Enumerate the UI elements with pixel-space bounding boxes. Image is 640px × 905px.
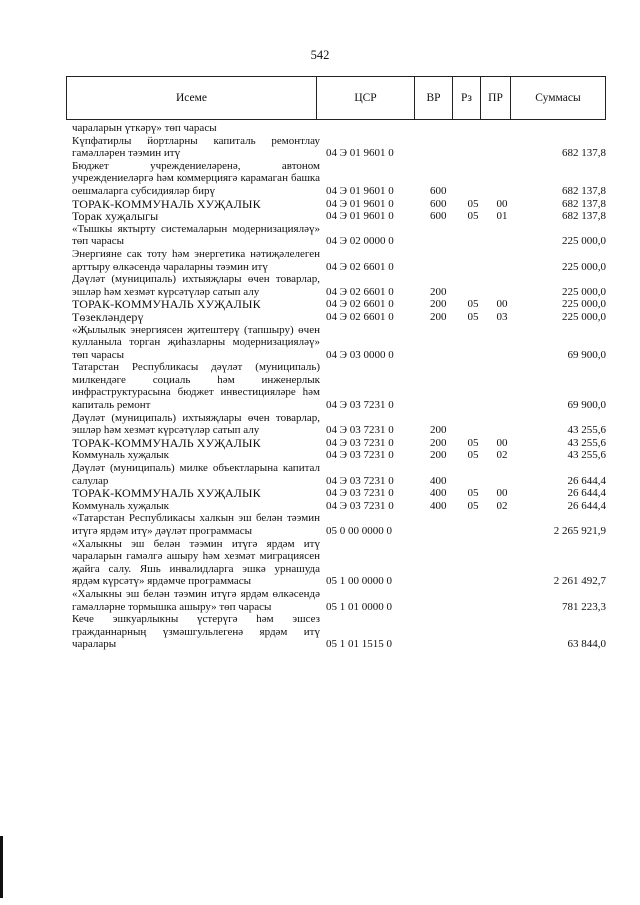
row-amount: 2 261 492,7 (553, 575, 606, 588)
row-pr-code: 00 (496, 436, 508, 449)
row-vr-code: 400 (430, 499, 447, 512)
table-row (72, 122, 606, 135)
row-amount: 682 137,8 (562, 184, 606, 197)
row-amount: 69 900,0 (567, 399, 606, 412)
table-row (72, 160, 606, 198)
table-row (72, 500, 606, 513)
table-body (72, 122, 606, 651)
table-row (72, 462, 606, 487)
row-rz-code: 05 (467, 449, 479, 462)
row-rz-code: 05 (467, 499, 479, 512)
row-vr-code: 200 (430, 449, 447, 462)
row-amount: 26 644,4 (567, 474, 606, 487)
row-rz-code: 05 (467, 298, 479, 311)
row-name: «Тышкы яктырту системаларын модернизацияләү» төп чарасы (72, 222, 320, 248)
scan-edge-mark (0, 836, 3, 898)
row-vr-code: 200 (430, 310, 447, 323)
row-amount: 69 900,0 (567, 348, 606, 361)
row-name: чараларын үткәрү» төп чарасы (72, 122, 217, 134)
row-amount: 26 644,4 (567, 499, 606, 512)
row-csr-code: 04 Э 01 9601 0 (326, 184, 394, 197)
table-row (72, 538, 606, 588)
table-row (72, 311, 606, 324)
table-row (72, 223, 606, 248)
row-vr-code: 200 (430, 436, 447, 449)
row-csr-code: 04 Э 03 7231 0 (326, 436, 394, 449)
row-amount: 781 223,3 (562, 600, 606, 613)
row-csr-code: 04 Э 03 7231 0 (326, 499, 394, 512)
row-name: ТОРАК-КОММУНАЛЬ ХУҖАЛЫК (72, 435, 261, 450)
row-name: Дәүләт (муниципаль) ихтыяҗлары өчен товарлар, эшләр һәм хезмәт күрсәтүләр сатып алу (72, 411, 320, 437)
table-row (72, 361, 606, 411)
row-name: «Халыкны эш белән тәэмин итүгә ярдәм өлкәсендә гамәлләрне тормышка ашыру» төп чарасы (72, 587, 320, 613)
row-amount: 682 137,8 (562, 147, 606, 160)
row-vr-code: 200 (430, 298, 447, 311)
row-vr-code: 400 (430, 487, 447, 500)
row-amount: 225 000,0 (562, 260, 606, 273)
row-pr-code: 00 (496, 298, 508, 311)
table-row (72, 298, 606, 311)
row-amount: 225 000,0 (562, 285, 606, 298)
row-amount: 43 255,6 (567, 424, 606, 437)
row-csr-code: 04 Э 03 7231 0 (326, 487, 394, 500)
column-header-vr: ВР (415, 77, 453, 120)
table-row (72, 135, 606, 160)
row-amount: 682 137,8 (562, 210, 606, 223)
row-pr-code: 00 (496, 487, 508, 500)
row-csr-code: 04 Э 02 6601 0 (326, 285, 394, 298)
table-row (72, 210, 606, 223)
row-name: «Халыкны эш белән тәэмин итүгә ярдәм итү чараларын гамәлгә ашыру һәм хезмәт миграциясен җайга салу. Яшь инвалидларга эшкә урнашуда ярдәм күрсәтү» ярдәмче программасы (72, 537, 320, 588)
table-row (72, 613, 606, 651)
row-pr-code: 02 (496, 449, 508, 462)
row-vr-code: 600 (430, 197, 447, 210)
row-pr-code: 01 (496, 210, 508, 223)
row-csr-code: 04 Э 03 0000 0 (326, 348, 394, 361)
row-name: Бюджет учреждениеләренә, автоном учреждениеләргә һәм коммерциягә карамаган башка оешмаларга субсидияләр бирү (72, 159, 320, 197)
row-name: Коммуналь хуҗалык (72, 499, 170, 512)
row-rz-code: 05 (467, 436, 479, 449)
row-amount: 225 000,0 (562, 235, 606, 248)
row-name: ТОРАК-КОММУНАЛЬ ХУҖАЛЫК (72, 196, 261, 211)
row-amount: 43 255,6 (567, 436, 606, 449)
row-name: Торак хуҗалыгы (72, 209, 159, 224)
row-csr-code: 04 Э 02 6601 0 (326, 310, 394, 323)
row-name: ТОРАК-КОММУНАЛЬ ХУҖАЛЫК (72, 297, 261, 312)
row-csr-code: 04 Э 02 6601 0 (326, 260, 394, 273)
row-amount: 43 255,6 (567, 449, 606, 462)
row-csr-code: 04 Э 02 0000 0 (326, 235, 394, 248)
row-amount: 225 000,0 (562, 310, 606, 323)
row-name: Татарстан Республикасы дәүләт (муниципаль) милкендәге социаль һәм инженерлык инфраструктурасына бюджет инвестицияләре һәм капиталь ремонт (72, 361, 320, 412)
row-vr-code: 200 (430, 285, 447, 298)
table-row (72, 588, 606, 613)
column-header-name: Исеме (67, 77, 317, 120)
row-amount: 63 844,0 (567, 638, 606, 651)
row-pr-code: 00 (496, 197, 508, 210)
row-name: Энергияне сак тоту һәм энергетика нәтиҗәлелеген арттыру өлкәсендә чараларны тәэмин итү (72, 247, 320, 273)
row-csr-code: 05 0 00 0000 0 (326, 525, 392, 537)
table-row (72, 324, 606, 362)
row-name: Дәүләт (муниципаль) ихтыяҗлары өчен товарлар, эшләр һәм хезмәт күрсәтүләр сатып алу (72, 273, 320, 298)
row-amount: 2 265 921,9 (553, 525, 606, 537)
row-pr-code: 02 (496, 499, 508, 512)
table-row (72, 512, 606, 537)
table-row (72, 248, 606, 273)
row-name: Коммуналь хуҗалык (72, 449, 170, 462)
row-csr-code: 04 Э 03 7231 0 (326, 399, 394, 412)
table-row (72, 412, 606, 437)
row-rz-code: 05 (467, 210, 479, 223)
row-name: «Җылылык энергиясен җитештерү (тапшыру) өчен кулланыла торган җиһазларны модернизацияләү» төп чарасы (72, 323, 320, 361)
page-number: 542 (310, 48, 330, 62)
row-csr-code: 04 Э 01 9601 0 (326, 210, 394, 223)
table-row (72, 487, 606, 500)
row-vr-code: 600 (430, 184, 447, 197)
column-header-sum: Суммасы (511, 77, 606, 120)
table-row (72, 437, 606, 450)
row-rz-code: 05 (467, 197, 479, 210)
row-amount: 26 644,4 (567, 487, 606, 500)
row-csr-code: 04 Э 03 7231 0 (326, 474, 394, 487)
row-name: «Татарстан Республикасы халкын эш белән тәэмин итүгә ярдәм итү» дәүләт программасы (72, 512, 320, 537)
row-vr-code: 600 (430, 210, 447, 223)
column-header-csr: ЦСР (317, 77, 415, 120)
table-row (72, 449, 606, 462)
row-csr-code: 04 Э 03 7231 0 (326, 449, 394, 462)
row-csr-code: 04 Э 03 7231 0 (326, 424, 394, 437)
row-name: Кече эшкуарлыкны үстерүгә һәм эшсез гражданнарның үзмәшгульлегенә ярдәм итү чаралары (72, 613, 320, 651)
row-name: Күпфатирлы йортларны капиталь ремонтлау гамәлләрен тәэмин итү (72, 134, 320, 160)
row-name: Дәүләт (муниципаль) милке объектларына капитал салулар (72, 462, 320, 487)
row-csr-code: 05 1 01 1515 0 (326, 638, 392, 651)
table-row (72, 273, 606, 298)
row-rz-code: 05 (467, 310, 479, 323)
row-csr-code: 04 Э 01 9601 0 (326, 197, 394, 210)
row-csr-code: 05 1 01 0000 0 (326, 600, 392, 613)
row-csr-code: 04 Э 01 9601 0 (326, 147, 394, 160)
row-amount: 225 000,0 (562, 298, 606, 311)
row-amount: 682 137,8 (562, 197, 606, 210)
column-header-pr: ПР (481, 77, 511, 120)
row-pr-code: 03 (496, 310, 508, 323)
table-header (66, 76, 606, 120)
row-rz-code: 05 (467, 487, 479, 500)
row-vr-code: 400 (430, 474, 447, 487)
row-name: ТОРАК-КОММУНАЛЬ ХУҖАЛЫК (72, 486, 261, 501)
row-csr-code: 04 Э 02 6601 0 (326, 298, 394, 311)
row-csr-code: 05 1 00 0000 0 (326, 575, 392, 588)
column-header-rz: Рз (453, 77, 481, 120)
row-vr-code: 200 (430, 424, 447, 437)
row-name: Төзекләндерү (72, 309, 144, 324)
